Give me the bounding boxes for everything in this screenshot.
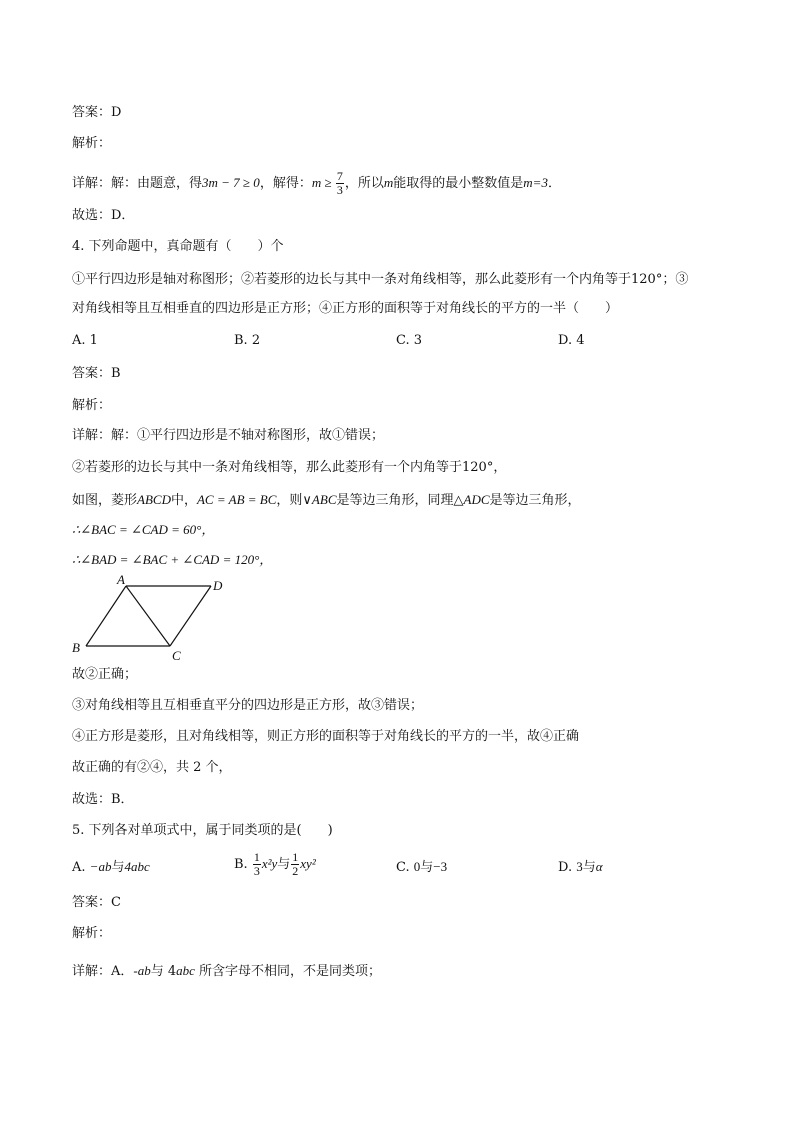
q5-option-a-label: A. (72, 860, 86, 875)
q5-option-c (396, 857, 447, 878)
q3-var-m: m (311, 175, 322, 190)
label-c: C (172, 648, 181, 663)
q3-detail-tail1: ，所以 (344, 176, 384, 191)
q4-detail7: 故正确的有②④，共 2 个， (72, 760, 232, 775)
q4-triangle-abc: ∨ABC (302, 492, 337, 507)
q5-option-b-with: 与 (277, 857, 291, 872)
q5-frac2-den: 2 (292, 864, 299, 878)
q4-option-a: A. 1 (72, 333, 98, 348)
q5-frac2-num: 1 (292, 850, 299, 864)
q4-detail4: 故②正确； (72, 667, 138, 682)
q5-detail-b: -ab (133, 963, 151, 978)
q5-option-a-expr1: −ab (89, 859, 112, 874)
q3-conclusion: 故选：D． (72, 208, 135, 223)
q5-answer: 答案：C (72, 895, 121, 910)
q4-eq2: ∴∠BAD = ∠BAC + ∠CAD = 120°， (72, 552, 273, 567)
q4-detail3-g: 是等边三角形，同理 (336, 493, 454, 508)
q5-detail-a: 详解：A． (72, 964, 134, 979)
q5-detail-d: abc (176, 963, 195, 978)
q5-option-a (72, 857, 150, 878)
q5-option-d-expr1: 3与 (576, 859, 596, 874)
q3-inequality: 3m − 7 ≥ 0 (202, 175, 260, 190)
q3-detail (72, 170, 734, 197)
q5-option-d-expr2: α (595, 859, 603, 874)
q3-detail-tail2: 能取得的最小整数值是 (393, 176, 524, 191)
q4-option-b: B. 2 (234, 333, 261, 348)
q5-detail-c: 与 4 (150, 964, 177, 979)
q3-detail-mid: ，解得： (259, 176, 312, 191)
q5-frac1-num: 1 (253, 850, 260, 864)
q5-option-c-expr: 0与−3 (413, 859, 448, 874)
q3-analysis: 解析： (72, 136, 112, 151)
segment-cd (170, 586, 211, 646)
q4-equal-sides: AC = AB = BC (196, 492, 277, 507)
q3-answer: 答案：D (72, 105, 122, 120)
q5-detail (72, 961, 734, 982)
segment-ab (86, 586, 126, 646)
q4-detail3-a: 如图，菱形 (72, 493, 138, 508)
q5-option-d (558, 857, 603, 878)
q4-detail2: ②若菱形的边长与其中一条对角线相等，那么此菱形有一个内角等于120°， (72, 460, 507, 475)
q5-option-a-with: 与 (111, 860, 125, 875)
rhombus-lines (86, 586, 211, 646)
q5-option-b-frac2 (291, 851, 299, 878)
q5-option-d-label: D. (558, 860, 573, 875)
q4-stem: 4. 下列命题中，真命题有（ ）个 (72, 239, 284, 254)
q5-detail-e: 所含字母不相同，不是同类项； (194, 964, 382, 979)
q3-var-m2: m (383, 175, 394, 190)
q4-detail3-i: 是等边三角形， (489, 493, 581, 508)
segment-ac (126, 586, 170, 646)
label-b: B (72, 640, 80, 655)
q4-answer: 答案：B (72, 366, 121, 381)
q5-options (72, 850, 734, 883)
q4-triangle-adc: △ADC (453, 492, 490, 507)
q4-option-d: D. 4 (558, 333, 585, 348)
q3-frac-num: 7 (336, 169, 343, 183)
q5-option-b-label: B. (234, 857, 248, 872)
q5-option-b (234, 851, 316, 878)
q5-option-b-expr1: x²y (261, 856, 278, 871)
q3-frac-den: 3 (336, 183, 343, 197)
q3-result: m=3 (523, 175, 548, 190)
q4-statement-line1: ①平行四边形是轴对称图形；②若菱形的边长与其中一条对角线相等，那么此菱形有一个内角等于120°；③ (72, 272, 689, 287)
q5-frac1-den: 3 (253, 864, 260, 878)
q4-eq1: ∴∠BAC = ∠CAD = 60°， (72, 522, 215, 537)
q3-fraction (336, 170, 344, 197)
rhombus-figure (66, 572, 236, 664)
label-d: D (213, 578, 223, 593)
q5-option-b-expr2: xy² (300, 856, 316, 871)
q5-analysis: 解析： (72, 926, 112, 941)
q5-option-a-expr2: 4abc (124, 859, 150, 874)
q4-detail6: ④正方形是菱形，且对角线相等，则正方形的面积等于对角线长的平方的一半，故④正确 (72, 729, 580, 744)
label-a: A (117, 572, 125, 587)
q4-detail3-e: ，则 (276, 493, 303, 508)
q3-detail-tail4: ． (547, 176, 561, 191)
q5-stem: 5. 下列各对单项式中，属于同类项的是( ) (72, 823, 333, 838)
q4-detail1: 详解：解：①平行四边形是不轴对称图形，故①错误； (72, 428, 385, 443)
q4-rhombus-name: ABCD (137, 492, 171, 507)
q4-statement-line2: 对角线相等且互相垂直的四边形是正方形；④正方形的面积等于对角线长的平方的一半（ ） (72, 301, 619, 316)
q3-detail-prefix: 详解：解：由题意，得 (72, 176, 203, 191)
q4-option-c: C. 3 (396, 333, 423, 348)
q4-detail3-c: 中， (170, 493, 197, 508)
q5-option-b-frac1 (253, 851, 261, 878)
q4-analysis: 解析： (72, 398, 112, 413)
q4-detail5: ③对角线相等且互相垂直平分的四边形是正方形，故③错误； (72, 698, 424, 713)
q4-detail3 (72, 490, 734, 511)
q4-conclusion: 故选：B． (72, 792, 134, 807)
q5-option-c-label: C. (396, 860, 410, 875)
q3-ge-sign: ≥ (321, 175, 335, 190)
